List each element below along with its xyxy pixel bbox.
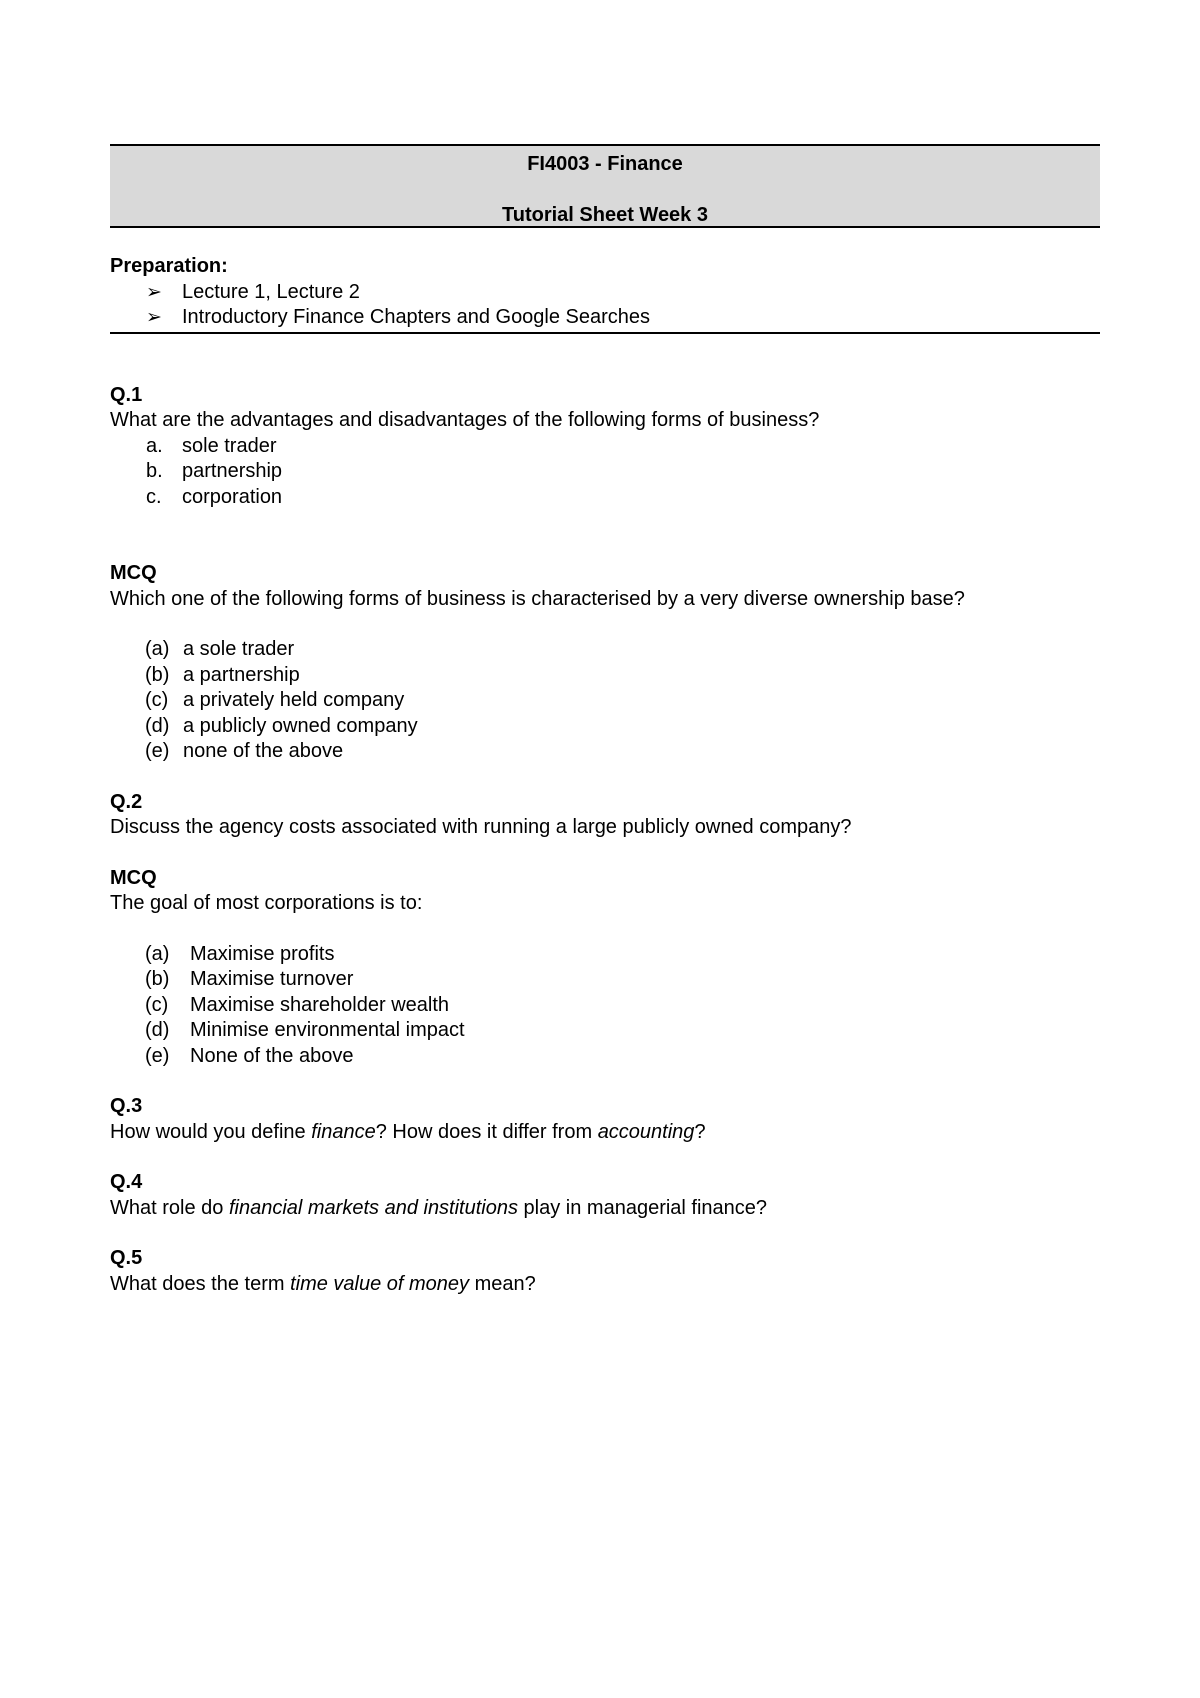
list-item: (b) a partnership	[145, 663, 300, 686]
question-3	[110, 1094, 1100, 1145]
document-page	[110, 144, 1100, 1297]
list-item: a. sole trader	[146, 434, 277, 457]
title-block	[110, 144, 1100, 228]
list-item: (d) Minimise environmental impact	[145, 1019, 465, 1041]
preparation-list	[110, 280, 1100, 331]
list-item: (c) a privately held company	[145, 689, 405, 711]
question-2	[110, 790, 1100, 841]
question-label: Q.1	[110, 383, 143, 406]
list-item: b. partnership	[146, 460, 283, 482]
section-divider	[110, 332, 1100, 334]
question-label: MCQ	[110, 866, 157, 889]
question-text: What are the advantages and disadvantages of the following forms of business?	[110, 409, 820, 431]
list-item: ➢ Lecture 1, Lecture 2	[110, 280, 1100, 306]
sheet-title: Tutorial Sheet Week 3	[502, 204, 708, 226]
list-item: (a) a sole trader	[145, 638, 295, 660]
question-4	[110, 1170, 1100, 1221]
question-label: Q.4	[110, 1171, 143, 1193]
question-label: MCQ	[110, 562, 157, 584]
question-text: What does the term time value of money mean?	[110, 1272, 536, 1295]
list-item: (b) Maximise turnover	[145, 968, 354, 990]
list-item: ➢ Introductory Finance Chapters and Google Searches	[110, 305, 1100, 331]
question-1	[110, 383, 1100, 511]
list-item: (e) None of the above	[145, 1044, 354, 1067]
option-list	[110, 637, 1100, 765]
question-5	[110, 1246, 1100, 1297]
question-label: Q.2	[110, 790, 143, 813]
list-item: (e) none of the above	[145, 740, 344, 762]
option-list	[110, 942, 1100, 1070]
arrow-bullet-icon: ➢	[146, 281, 162, 303]
question-text: What role do financial markets and institutions play in managerial finance?	[110, 1196, 768, 1219]
mcq-1	[110, 561, 1100, 765]
question-text: Which one of the following forms of business is characterised by a very diverse ownership base?	[110, 587, 965, 610]
preparation-section	[110, 254, 1100, 334]
question-text: Discuss the agency costs associated with running a large publicly owned company?	[110, 816, 852, 838]
mcq-2	[110, 866, 1100, 1070]
list-item: c. corporation	[146, 485, 283, 508]
question-label: Q.5	[110, 1247, 143, 1269]
question-text: How would you define finance? How does it differ from accounting?	[110, 1120, 706, 1143]
option-list	[110, 434, 1100, 511]
arrow-bullet-icon: ➢	[146, 307, 162, 328]
course-title: FI4003 - Finance	[527, 153, 683, 175]
preparation-heading: Preparation:	[110, 255, 228, 277]
list-item: (d) a publicly owned company	[145, 714, 418, 737]
list-item: (c) Maximise shareholder wealth	[145, 993, 450, 1016]
list-item: (a) Maximise profits	[145, 942, 335, 965]
question-text: The goal of most corporations is to:	[110, 892, 423, 914]
question-label: Q.3	[110, 1095, 143, 1117]
